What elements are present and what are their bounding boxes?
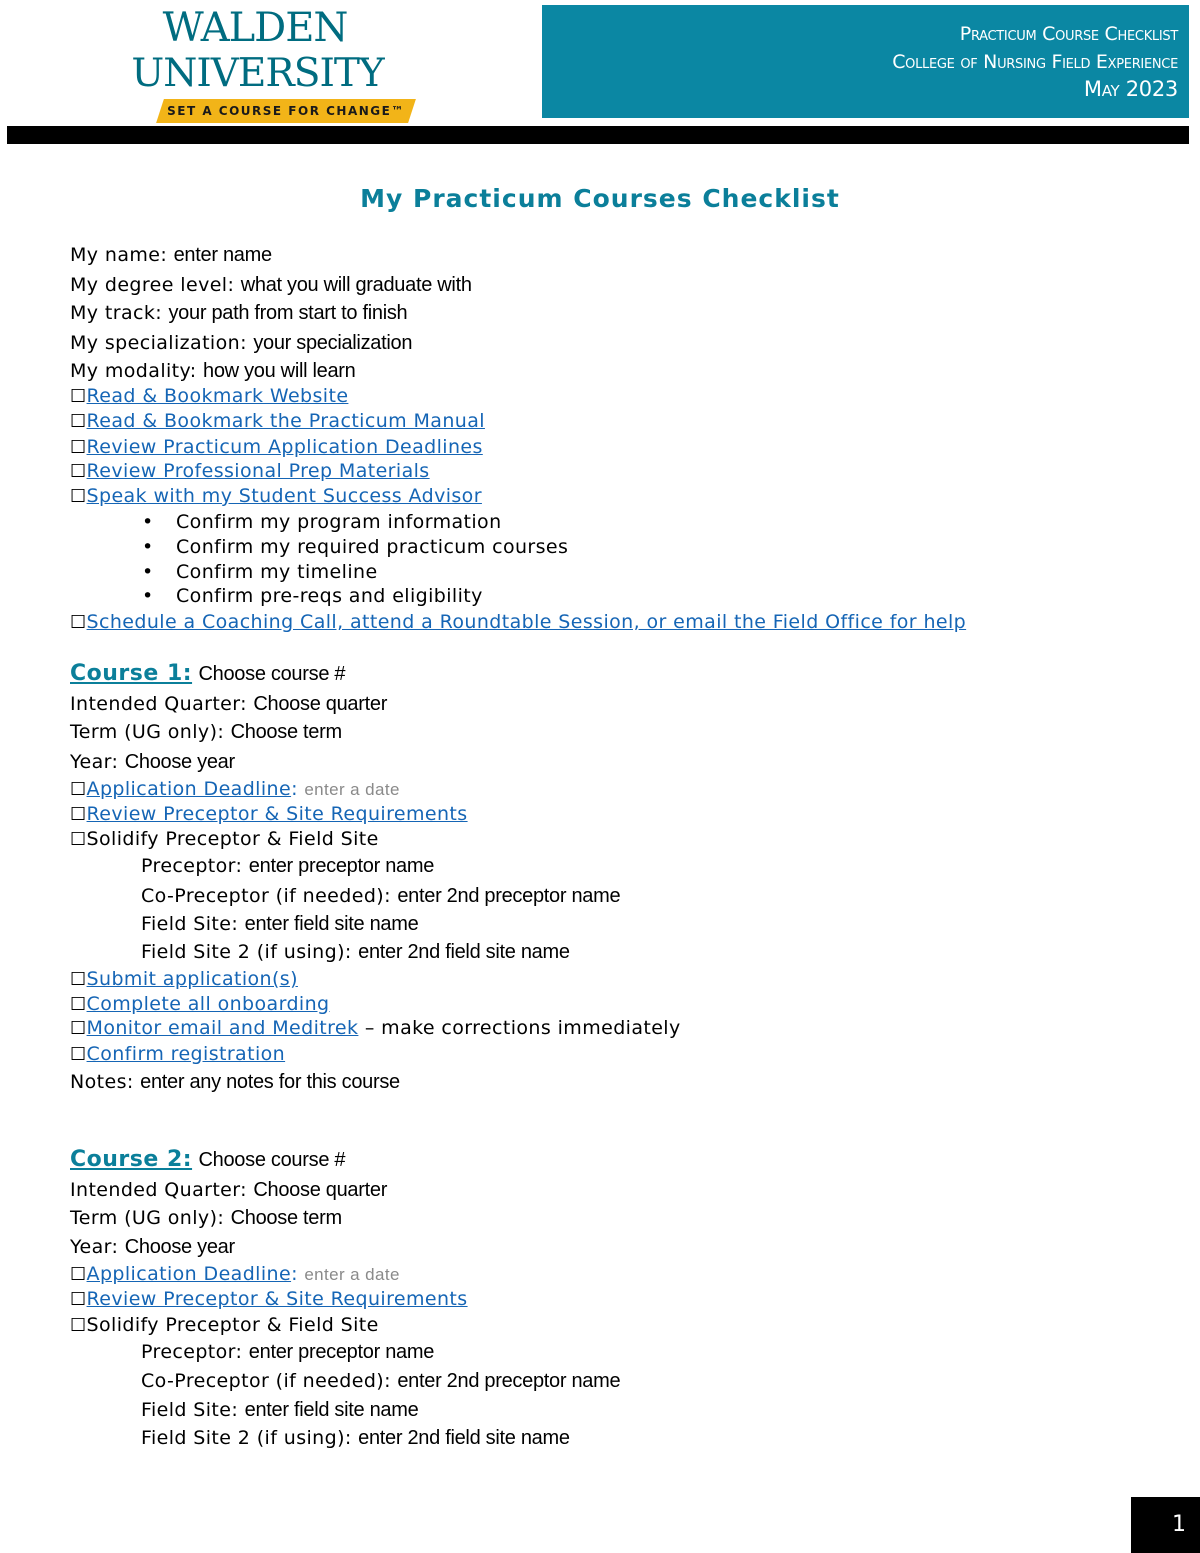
course-2-term: [70, 1206, 342, 1230]
site-label: Field Site:: [141, 913, 245, 935]
course-1-number-select[interactable]: Choose course #: [198, 663, 346, 685]
course-2-site2: [141, 1426, 570, 1450]
checkbox[interactable]: ☐: [70, 1315, 87, 1336]
course-1-site: [141, 912, 418, 936]
logo-tagline-banner: [156, 99, 416, 123]
bullet-icon: •: [142, 511, 154, 533]
course-1-heading: Course 1:: [70, 661, 193, 686]
course-2-heading-row: [70, 1148, 345, 1172]
walden-logo: [120, 4, 420, 124]
quarter-label: Intended Quarter:: [70, 693, 254, 715]
checklist-item: [70, 1042, 285, 1067]
checklist-item: [70, 484, 482, 509]
checklist-item: [70, 384, 348, 409]
profile-track-label: My track:: [70, 302, 169, 324]
site-label: Field Site:: [141, 1399, 245, 1421]
bullet-text: Confirm my program information: [176, 511, 502, 533]
modality-field[interactable]: how you will learn: [203, 360, 356, 382]
submit-application-link[interactable]: Submit application(s): [86, 968, 298, 990]
profile-specialization-label: My specialization:: [70, 332, 254, 354]
checkbox[interactable]: ☐: [70, 411, 87, 432]
course-2-heading: Course 2:: [70, 1147, 193, 1172]
quarter-select[interactable]: Choose quarter: [253, 693, 388, 715]
site2-label: Field Site 2 (if using):: [141, 941, 359, 963]
profile-degree: [70, 273, 472, 297]
coaching-call-link[interactable]: Schedule a Coaching Call, attend a Roundtable Session, or email the Field Office for help: [86, 611, 967, 633]
page-title: My Practicum Courses Checklist: [360, 184, 840, 213]
notes-label: Notes:: [70, 1071, 141, 1093]
checklist-item: [70, 1287, 468, 1312]
specialization-field[interactable]: your specialization: [253, 332, 413, 354]
profile-degree-label: My degree level:: [70, 274, 241, 296]
checklist-item: [70, 1016, 681, 1041]
list-item: [142, 510, 502, 534]
header-banner: [542, 5, 1189, 118]
preceptor-label: Preceptor:: [141, 855, 249, 877]
checklist-item: [70, 459, 430, 484]
profile-specialization: [70, 331, 412, 355]
site-requirements-link[interactable]: Review Preceptor & Site Requirements: [86, 1288, 468, 1310]
course-2-number-select[interactable]: Choose course #: [198, 1149, 346, 1171]
logo-wordmark-line1: WALDEN: [162, 5, 348, 51]
name-field[interactable]: enter name: [173, 244, 272, 266]
bullet-text: Confirm my required practicum courses: [176, 536, 569, 558]
checklist-item: [70, 992, 330, 1017]
year-label: Year:: [70, 1236, 125, 1258]
success-advisor-link[interactable]: Speak with my Student Success Advisor: [86, 485, 482, 507]
course-2-deadline: [70, 1262, 400, 1287]
solidify-text: Solidify Preceptor & Field Site: [86, 1314, 379, 1336]
header-line-3: May 2023: [1083, 77, 1178, 101]
checklist-item: [70, 827, 379, 852]
list-item: [142, 560, 378, 584]
logo-wordmark-line2: UNIVERSITY: [131, 51, 384, 96]
meditrek-link[interactable]: Monitor email and Meditrek: [86, 1017, 359, 1039]
profile-modality: [70, 359, 355, 383]
bullet-icon: •: [142, 536, 154, 558]
list-item: [142, 535, 569, 559]
checklist-item: [70, 1313, 379, 1338]
year-label: Year:: [70, 751, 125, 773]
profile-name: [70, 243, 272, 267]
term-select[interactable]: Choose term: [230, 1207, 342, 1229]
checkbox[interactable]: ☐: [70, 829, 87, 850]
application-deadline-link[interactable]: Application Deadline: [86, 1263, 292, 1285]
course-1-preceptor: [141, 854, 434, 878]
header-divider: [7, 126, 1189, 144]
quarter-label: Intended Quarter:: [70, 1179, 254, 1201]
application-deadline-link[interactable]: Application Deadline: [86, 778, 292, 800]
year-select[interactable]: Choose year: [124, 751, 235, 773]
year-select[interactable]: Choose year: [124, 1236, 235, 1258]
bullet-icon: •: [142, 561, 154, 583]
logo-tagline: SET A COURSE FOR CHANGE™: [167, 104, 405, 118]
quarter-select[interactable]: Choose quarter: [253, 1179, 388, 1201]
checkbox[interactable]: ☐: [70, 804, 87, 825]
profile-modality-label: My modality:: [70, 360, 204, 382]
monitor-note: – make corrections immediately: [358, 1017, 681, 1039]
onboarding-link[interactable]: Complete all onboarding: [86, 993, 330, 1015]
term-label: Term (UG only):: [70, 721, 231, 743]
course-2-year: [70, 1235, 235, 1259]
deadline-date-field[interactable]: enter a date: [304, 1265, 400, 1284]
site2-label: Field Site 2 (if using):: [141, 1427, 359, 1449]
checkbox[interactable]: ☐: [70, 779, 87, 800]
preceptor-field[interactable]: enter preceptor name: [248, 855, 435, 877]
solidify-text: Solidify Preceptor & Field Site: [86, 828, 379, 850]
checkbox[interactable]: ☐: [70, 486, 87, 507]
site-field[interactable]: enter field site name: [244, 1399, 419, 1421]
term-label: Term (UG only):: [70, 1207, 231, 1229]
site-field[interactable]: enter field site name: [244, 913, 419, 935]
deadline-date-field[interactable]: enter a date: [304, 780, 400, 799]
site2-field[interactable]: enter 2nd field site name: [358, 1427, 570, 1449]
confirm-registration-link[interactable]: Confirm registration: [86, 1043, 286, 1065]
deadline-separator: :: [291, 778, 305, 800]
course-1-year: [70, 750, 235, 774]
copreceptor-label: Co-Preceptor (if needed):: [141, 885, 398, 907]
copreceptor-field[interactable]: enter 2nd preceptor name: [397, 1370, 621, 1392]
header-line-1: Practicum Course Checklist: [959, 23, 1178, 45]
bullet-text: Confirm my timeline: [176, 561, 378, 583]
checkbox[interactable]: ☐: [70, 1264, 87, 1285]
course-2-site: [141, 1398, 418, 1422]
checklist-item: [70, 802, 468, 827]
checklist-item: [70, 435, 483, 460]
checkbox[interactable]: ☐: [70, 1018, 87, 1039]
checkbox[interactable]: ☐: [70, 969, 87, 990]
course-1-term: [70, 720, 342, 744]
read-website-link[interactable]: Read & Bookmark Website: [86, 385, 349, 407]
course-1-site2: [141, 940, 570, 964]
application-deadlines-link[interactable]: Review Practicum Application Deadlines: [86, 436, 483, 458]
checklist-item: [70, 967, 298, 992]
preceptor-field[interactable]: enter preceptor name: [248, 1341, 435, 1363]
checkbox[interactable]: ☐: [70, 612, 87, 633]
course-2-quarter: [70, 1178, 387, 1202]
course-2-preceptor: [141, 1340, 434, 1364]
checkbox[interactable]: ☐: [70, 994, 87, 1015]
checkbox[interactable]: ☐: [70, 437, 87, 458]
term-select[interactable]: Choose term: [230, 721, 342, 743]
page-number: 1: [1131, 1497, 1200, 1553]
header-line-2: College of Nursing Field Experience: [892, 51, 1178, 73]
bullet-text: Confirm pre-reqs and eligibility: [176, 585, 483, 607]
course-2-copreceptor: [141, 1369, 620, 1393]
site2-field[interactable]: enter 2nd field site name: [358, 941, 570, 963]
deadline-separator: :: [291, 1263, 305, 1285]
course-1-deadline: [70, 777, 400, 802]
checkbox[interactable]: ☐: [70, 1044, 87, 1065]
profile-name-label: My name:: [70, 244, 174, 266]
copreceptor-field[interactable]: enter 2nd preceptor name: [397, 885, 621, 907]
course-1-heading-row: [70, 662, 345, 686]
list-item: [142, 584, 483, 608]
course-1-copreceptor: [141, 884, 620, 908]
checkbox[interactable]: ☐: [70, 461, 87, 482]
bullet-icon: •: [142, 585, 154, 607]
site-requirements-link[interactable]: Review Preceptor & Site Requirements: [86, 803, 468, 825]
checkbox[interactable]: ☐: [70, 1289, 87, 1310]
checkbox[interactable]: ☐: [70, 386, 87, 407]
degree-field[interactable]: what you will graduate with: [240, 274, 472, 296]
course-1-quarter: [70, 692, 387, 716]
copreceptor-label: Co-Preceptor (if needed):: [141, 1370, 398, 1392]
preceptor-label: Preceptor:: [141, 1341, 249, 1363]
track-field[interactable]: your path from start to finish: [168, 302, 408, 324]
checklist-item: [70, 409, 485, 434]
course-1-notes: [70, 1070, 400, 1094]
profile-track: [70, 301, 407, 325]
notes-field[interactable]: enter any notes for this course: [140, 1071, 400, 1093]
checklist-item: [70, 610, 966, 635]
practicum-manual-link[interactable]: Read & Bookmark the Practicum Manual: [86, 410, 485, 432]
prep-materials-link[interactable]: Review Professional Prep Materials: [86, 460, 430, 482]
